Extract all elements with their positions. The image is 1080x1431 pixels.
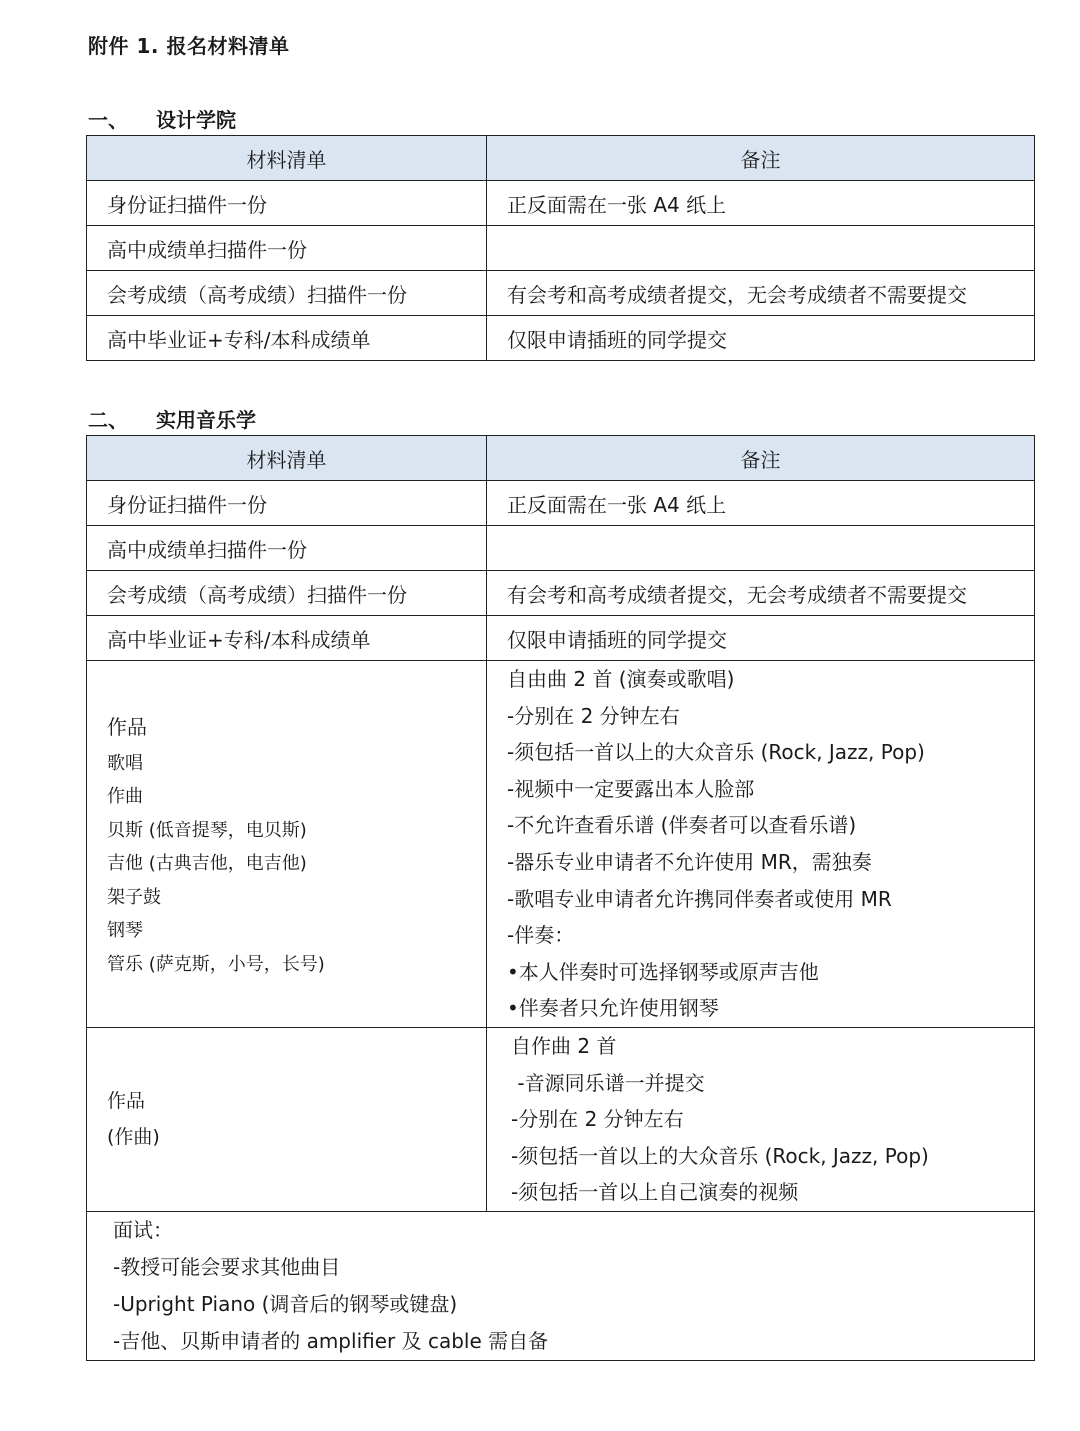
section-heading-music: [88, 404, 256, 433]
works-note: -歌唱专业申请者允许携同伴奏者或使用 MR: [507, 886, 892, 911]
interview-row: [87, 1211, 1035, 1360]
header-materials: 材料清单: [87, 436, 487, 481]
material-cell: 会考成绩（高考成绩）扫描件一份: [87, 571, 487, 616]
works-item: 作曲: [107, 786, 143, 808]
section-number: 一、: [88, 108, 128, 132]
document-title: 附件 1. 报名材料清单: [88, 34, 290, 58]
note-cell: 有会考和高考成绩者提交，无会考成绩者不需要提交: [487, 571, 1035, 616]
material-cell: 身份证扫描件一份: [87, 181, 487, 226]
works-note: -伴奏：: [507, 923, 575, 948]
section-number: 二、: [88, 408, 128, 432]
works-note: -分别在 2 分钟左右: [511, 1107, 684, 1132]
interview-cell: [87, 1211, 1035, 1360]
works-materials-cell: [87, 1028, 487, 1212]
works-item: 吉他 (古典吉他，电吉他): [107, 853, 307, 875]
table-row: [87, 226, 1035, 271]
material-cell: 身份证扫描件一份: [87, 481, 487, 526]
works-note: -须包括一首以上的大众音乐 (Rock, Jazz, Pop): [507, 740, 925, 765]
table-row: [87, 181, 1035, 226]
note-cell: [487, 526, 1035, 571]
works-item: 贝斯 (低音提琴，电贝斯): [107, 819, 307, 841]
works-item: (作曲): [107, 1126, 160, 1149]
interview-line: -Upright Piano (调音后的钢琴或键盘): [113, 1291, 458, 1316]
interview-line: -吉他、贝斯申请者的 amplifier 及 cable 需自备: [113, 1328, 549, 1353]
works-note: 自作曲 2 首: [511, 1034, 617, 1058]
interview-line: 面试：: [113, 1217, 173, 1242]
music-materials-table: [86, 435, 1035, 1361]
works-notes-cell: [487, 1028, 1035, 1212]
works-note: -视频中一定要露出本人脸部: [507, 776, 755, 801]
table-row: [87, 271, 1035, 316]
works-row-composition: [87, 1028, 1035, 1212]
works-item: 歌唱: [107, 752, 143, 774]
works-note: -须包括一首以上的大众音乐 (Rock, Jazz, Pop): [511, 1143, 929, 1168]
note-cell: 有会考和高考成绩者提交，无会考成绩者不需要提交: [487, 271, 1035, 316]
works-item: 作品: [107, 1090, 146, 1113]
works-note: •伴奏者只允许使用钢琴: [507, 996, 719, 1021]
header-notes: 备注: [487, 136, 1035, 181]
material-cell: 高中毕业证+专科/本科成绩单: [87, 616, 487, 661]
works-item: 管乐 (萨克斯，小号，长号): [107, 953, 325, 975]
section-title: 设计学院: [156, 108, 236, 132]
section-heading-design: [88, 104, 236, 133]
works-note: -器乐专业申请者不允许使用 MR，需独奏: [507, 850, 872, 874]
table-header-row: [87, 136, 1035, 181]
works-note: -音源同乐谱一并提交: [511, 1070, 705, 1095]
table-header-row: [87, 436, 1035, 481]
note-cell: 正反面需在一张 A4 纸上: [487, 481, 1035, 526]
note-cell: 仅限申请插班的同学提交: [487, 616, 1035, 661]
header-materials: 材料清单: [87, 136, 487, 181]
interview-line: -教授可能会要求其他曲目: [113, 1254, 341, 1279]
works-note: 自由曲 2 首 (演奏或歌唱): [507, 667, 735, 692]
material-cell: 高中成绩单扫描件一份: [87, 226, 487, 271]
table-row: [87, 316, 1035, 361]
works-materials-cell: [87, 661, 487, 1028]
works-note: -分别在 2 分钟左右: [507, 703, 680, 728]
header-notes: 备注: [487, 436, 1035, 481]
works-item: 架子鼓: [107, 886, 161, 908]
works-notes-cell: [487, 661, 1035, 1028]
material-cell: 会考成绩（高考成绩）扫描件一份: [87, 271, 487, 316]
section-title: 实用音乐学: [156, 408, 256, 432]
table-row: [87, 616, 1035, 661]
works-item: 作品: [107, 714, 147, 739]
note-cell: 仅限申请插班的同学提交: [487, 316, 1035, 361]
material-cell: 高中毕业证+专科/本科成绩单: [87, 316, 487, 361]
works-note: -不允许查看乐谱 (伴奏者可以查看乐谱): [507, 813, 857, 838]
table-row: [87, 481, 1035, 526]
works-row-performance: [87, 661, 1035, 1028]
table-row: [87, 526, 1035, 571]
works-item: 钢琴: [107, 920, 143, 942]
material-cell: 高中成绩单扫描件一份: [87, 526, 487, 571]
works-note: •本人伴奏时可选择钢琴或原声吉他: [507, 959, 819, 984]
works-note: -须包括一首以上自己演奏的视频: [511, 1180, 799, 1205]
note-cell: 正反面需在一张 A4 纸上: [487, 181, 1035, 226]
note-cell: [487, 226, 1035, 271]
design-materials-table: [86, 135, 1035, 361]
table-row: [87, 571, 1035, 616]
